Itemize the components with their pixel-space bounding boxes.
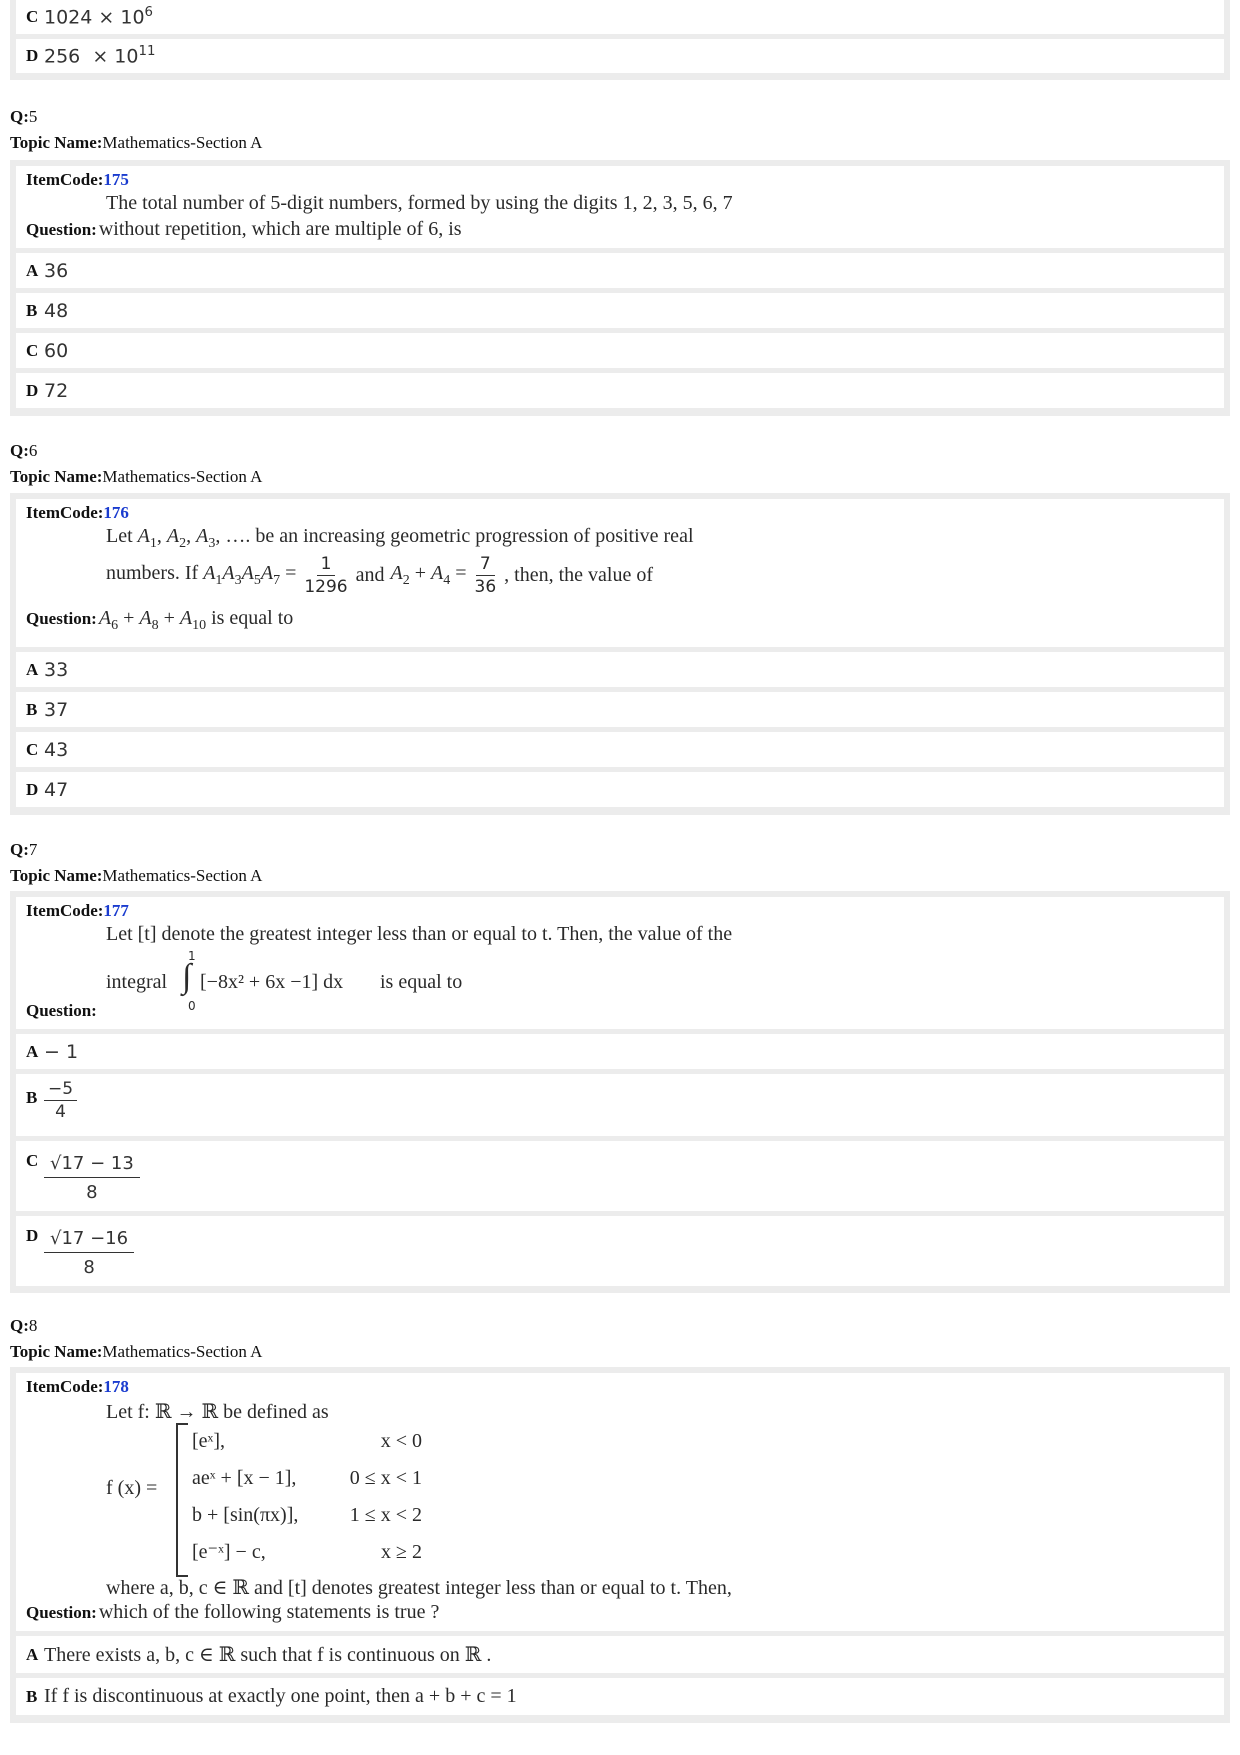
option-row[interactable] bbox=[16, 732, 1224, 767]
item-code-value: 176 bbox=[103, 503, 129, 522]
question-label: Question: bbox=[26, 609, 97, 628]
option-label: D bbox=[26, 779, 39, 799]
topic-value: Mathematics-Section A bbox=[102, 866, 263, 885]
item-code bbox=[26, 1377, 1214, 1397]
question-line bbox=[26, 218, 462, 241]
case-expression: aeˣ + [x − 1], bbox=[192, 1467, 297, 1489]
denominator: 36 bbox=[474, 577, 497, 597]
item-code-label: ItemCode: bbox=[26, 1377, 104, 1396]
piecewise-conditions bbox=[326, 1423, 422, 1571]
topic-name bbox=[10, 130, 1230, 156]
question-cell bbox=[16, 166, 1224, 248]
text-fragment: is equal to bbox=[380, 971, 463, 993]
option-row[interactable] bbox=[16, 333, 1224, 368]
question-8-panel bbox=[10, 1367, 1230, 1723]
option-text: 72 bbox=[44, 379, 69, 402]
option-row[interactable] bbox=[16, 1141, 1224, 1211]
question-text-fragment: $A_6 + A_8 + A_{10}$ is equal to bbox=[98, 607, 294, 633]
previous-question-options bbox=[10, 0, 1230, 80]
question-text-line: which of the following statements is true ? bbox=[98, 1601, 440, 1623]
case-condition: 1 ≤ x < 2 bbox=[349, 1504, 422, 1526]
question-text-line: Let f: ℝ → ℝ be defined as bbox=[106, 1401, 329, 1423]
question-5 bbox=[10, 104, 1230, 156]
q-prefix: Q: bbox=[10, 840, 29, 859]
option-row[interactable] bbox=[16, 1678, 1224, 1715]
option-label: D bbox=[26, 380, 39, 400]
option-text: 36 bbox=[44, 259, 69, 282]
option-text: 43 bbox=[44, 738, 69, 761]
option-exponent: 11 bbox=[138, 44, 156, 60]
question-text-fragment: be an increasing geometric progression of positive real bbox=[255, 525, 694, 547]
case-condition: x ≥ 2 bbox=[381, 1541, 422, 1563]
question-cell bbox=[16, 1373, 1224, 1631]
function-name: f (x) = bbox=[106, 1477, 158, 1499]
text-fragment: $A_2 + A_4$ = bbox=[390, 562, 467, 588]
option-row[interactable] bbox=[16, 1216, 1224, 1286]
question-text-line: without repetition, which are multiple of 6, is bbox=[98, 218, 462, 240]
question-text-line bbox=[106, 553, 653, 598]
item-code-label: ItemCode: bbox=[26, 170, 104, 189]
question-5-panel bbox=[10, 160, 1230, 416]
option-label: A bbox=[26, 1644, 39, 1664]
integral-lower-limit: 0 bbox=[188, 999, 196, 1013]
topic-label: Topic Name: bbox=[10, 133, 103, 152]
numerator: √17 − 13 bbox=[44, 1151, 140, 1178]
question-8 bbox=[10, 1313, 1230, 1365]
topic-label: Topic Name: bbox=[10, 467, 103, 486]
piecewise-expressions bbox=[192, 1423, 298, 1571]
item-code-value: 178 bbox=[103, 1377, 129, 1396]
option-label: A bbox=[26, 260, 39, 280]
question-text-line: The total number of 5-digit numbers, formed by using the digits 1, 2, 3, 5, 6, 7 bbox=[106, 192, 733, 214]
question-label: Question: bbox=[26, 220, 97, 239]
topic-value: Mathematics-Section A bbox=[102, 467, 263, 486]
topic-value: Mathematics-Section A bbox=[102, 1342, 263, 1361]
option-label: D bbox=[26, 46, 39, 65]
question-number bbox=[10, 438, 1230, 464]
option-fraction bbox=[44, 1151, 140, 1204]
option-text: − 1 bbox=[44, 1040, 79, 1063]
text-fragment: is equal to bbox=[211, 607, 294, 629]
question-7-panel bbox=[10, 891, 1230, 1293]
item-code bbox=[26, 503, 1214, 523]
option-text: 60 bbox=[44, 339, 69, 362]
option-row[interactable] bbox=[16, 1074, 1224, 1136]
text-fragment: integral bbox=[106, 971, 168, 993]
option-label: C bbox=[26, 7, 39, 26]
q-num: 7 bbox=[28, 840, 38, 859]
option-label: C bbox=[26, 1151, 39, 1170]
case-expression: b + [sin(πx)], bbox=[192, 1504, 299, 1526]
option-text bbox=[44, 5, 153, 28]
denominator: 8 bbox=[83, 1257, 95, 1278]
topic-name bbox=[10, 1339, 1230, 1365]
q-num: 8 bbox=[28, 1316, 38, 1335]
topic-label: Topic Name: bbox=[10, 1342, 103, 1361]
option-fraction bbox=[44, 1078, 77, 1123]
option-label: A bbox=[26, 659, 39, 679]
option-base: 256 × 10 bbox=[44, 45, 139, 68]
item-code bbox=[26, 170, 1214, 190]
integral-sign-icon: ∫ bbox=[182, 958, 192, 995]
question-cell bbox=[16, 897, 1224, 1029]
option-text: 48 bbox=[44, 299, 69, 322]
option-text: If f is discontinuous at exactly one point, then a + b + c = 1 bbox=[44, 1685, 517, 1707]
numerator: √17 −16 bbox=[44, 1226, 134, 1253]
topic-label: Topic Name: bbox=[10, 866, 103, 885]
question-label: Question: bbox=[26, 1001, 97, 1020]
option-text bbox=[44, 44, 155, 67]
question-number bbox=[10, 837, 1230, 863]
text-fragment: numbers. If $A_1A_3A_5A_7$ = bbox=[106, 562, 297, 588]
option-label: C bbox=[26, 340, 39, 360]
question-6 bbox=[10, 438, 1230, 490]
denominator: 4 bbox=[55, 1102, 66, 1122]
question-text-line: Let $A_1$, $A_2$, $A_3$, …. be an increasing geometric progression of positive real bbox=[106, 525, 694, 551]
option-text: 33 bbox=[44, 658, 69, 681]
question-cell bbox=[16, 499, 1224, 647]
item-code-value: 175 bbox=[103, 170, 129, 189]
item-code-value: 177 bbox=[103, 901, 129, 920]
option-row[interactable] bbox=[16, 772, 1224, 807]
option-row[interactable] bbox=[16, 1636, 1224, 1673]
numerator: −5 bbox=[44, 1078, 77, 1101]
denominator: 1296 bbox=[304, 577, 348, 597]
text-fragment: , then, the value of bbox=[504, 564, 653, 586]
case-expression: [e⁻ˣ] − c, bbox=[192, 1541, 266, 1563]
numerator: 1 bbox=[317, 553, 336, 576]
text-fragment: and bbox=[355, 564, 385, 586]
left-brace-icon bbox=[176, 1423, 188, 1577]
option-row[interactable] bbox=[16, 692, 1224, 727]
item-code-label: ItemCode: bbox=[26, 503, 104, 522]
option-exponent: 6 bbox=[144, 5, 153, 21]
option-row[interactable] bbox=[16, 1034, 1224, 1069]
fraction bbox=[300, 553, 351, 598]
case-expression: [eˣ], bbox=[192, 1430, 225, 1452]
numerator: 7 bbox=[476, 553, 495, 576]
question-line bbox=[26, 1601, 439, 1624]
option-fraction bbox=[44, 1226, 134, 1279]
q-prefix: Q: bbox=[10, 441, 29, 460]
option-text: 37 bbox=[44, 698, 69, 721]
question-number bbox=[10, 104, 1230, 130]
option-label: B bbox=[26, 699, 38, 719]
q-prefix: Q: bbox=[10, 1316, 29, 1335]
topic-name bbox=[10, 464, 1230, 490]
option-label: C bbox=[26, 739, 39, 759]
option-text: There exists a, b, c ∈ ℝ such that f is continuous on ℝ . bbox=[44, 1644, 492, 1666]
q-num: 5 bbox=[28, 107, 38, 126]
case-condition: 0 ≤ x < 1 bbox=[349, 1467, 422, 1489]
option-label: D bbox=[26, 1226, 39, 1245]
topic-name bbox=[10, 863, 1230, 889]
topic-value: Mathematics-Section A bbox=[102, 133, 263, 152]
option-row[interactable] bbox=[16, 253, 1224, 288]
question-text-line: where a, b, c ∈ ℝ and [t] denotes greatest integer less than or equal to t. Then, bbox=[106, 1577, 732, 1599]
option-label: B bbox=[26, 300, 38, 320]
question-6-panel bbox=[10, 493, 1230, 815]
integrand: [−8x² + 6x −1] dx bbox=[200, 971, 344, 993]
option-row[interactable] bbox=[16, 0, 1224, 34]
item-code bbox=[26, 901, 1214, 921]
question-line bbox=[26, 607, 293, 634]
question-label: Question: bbox=[26, 1603, 97, 1622]
option-row[interactable] bbox=[16, 39, 1224, 73]
question-7 bbox=[10, 837, 1230, 889]
option-label: B bbox=[26, 1088, 38, 1107]
case-condition: x < 0 bbox=[380, 1430, 422, 1452]
option-row[interactable] bbox=[16, 373, 1224, 408]
option-base: 1024 × 10 bbox=[44, 6, 145, 29]
question-text-line: Let [t] denote the greatest integer less than or equal to t. Then, the value of the bbox=[106, 923, 733, 945]
q-prefix: Q: bbox=[10, 107, 29, 126]
question-number bbox=[10, 1313, 1230, 1339]
option-text: 47 bbox=[44, 778, 69, 801]
item-code-label: ItemCode: bbox=[26, 901, 104, 920]
option-label: A bbox=[26, 1041, 39, 1061]
fraction bbox=[471, 553, 501, 598]
option-label: B bbox=[26, 1686, 38, 1706]
integral-upper-limit: 1 bbox=[188, 949, 196, 963]
q-num: 6 bbox=[28, 441, 38, 460]
denominator: 8 bbox=[86, 1182, 98, 1203]
option-row[interactable] bbox=[16, 652, 1224, 687]
option-row[interactable] bbox=[16, 293, 1224, 328]
